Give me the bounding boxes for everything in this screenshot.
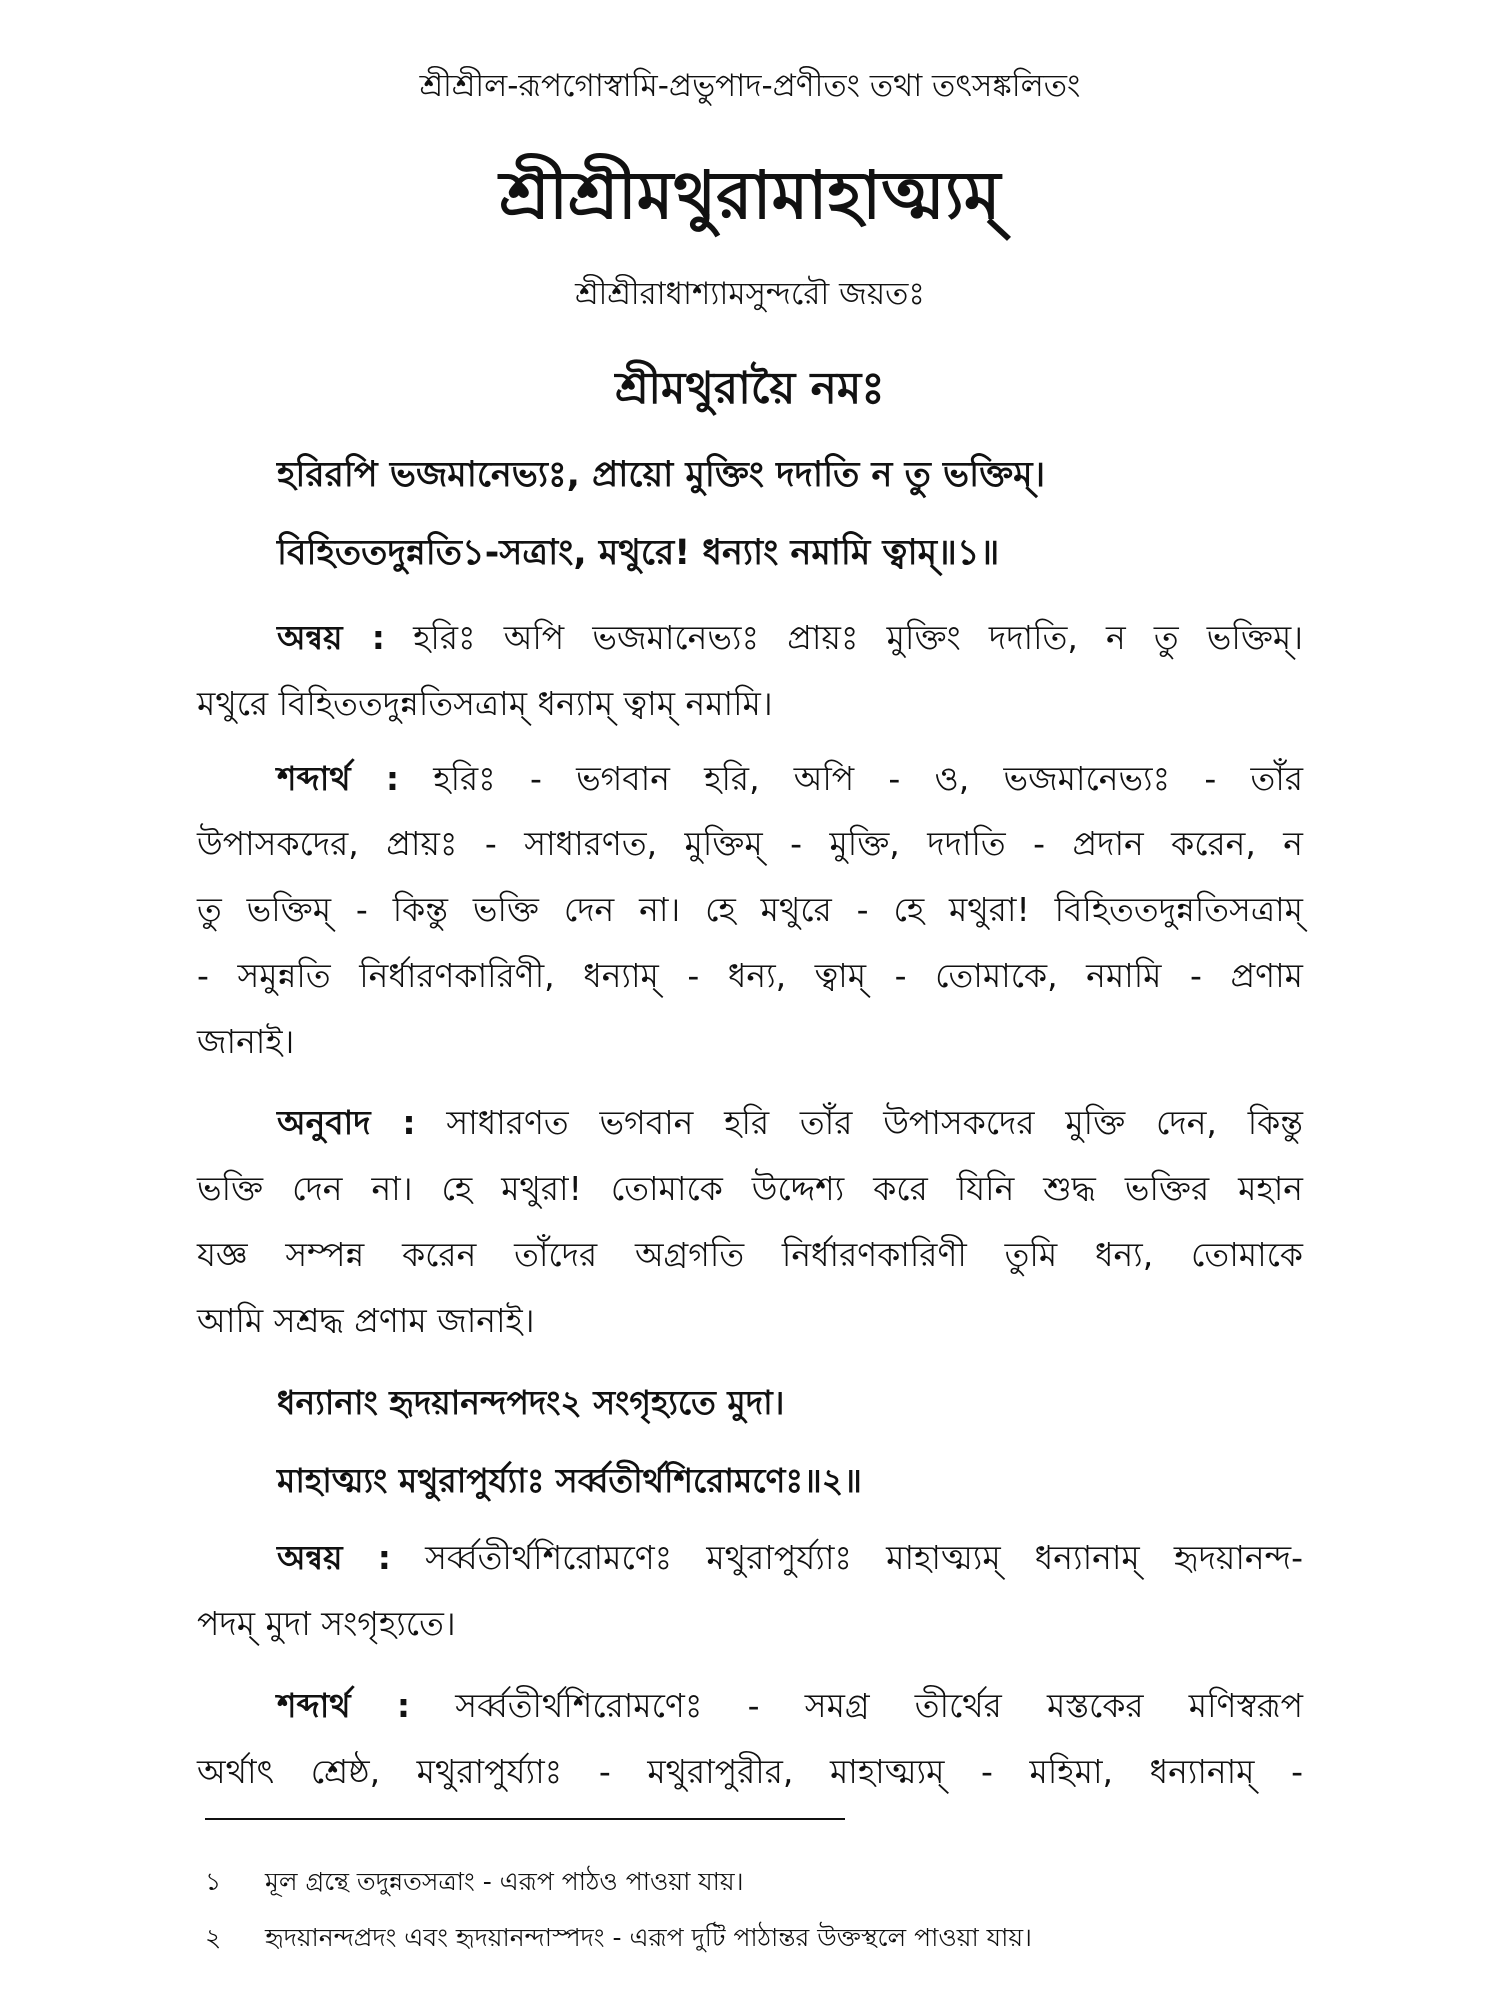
anvaya-text: সর্ব্বতীর্থশিরোমণেঃ মথুরাপুর্য্যাঃ মাহাত্ম্যম্ ধন্যানাম্ হৃদয়ানন্দ-: [425, 1538, 1304, 1577]
verse2-shabdartha-line1: [277, 1680, 1303, 1736]
verse1-anubad-line2: ভক্তি দেন না। হে মথুরা! তোমাকে উদ্দেশ্য করে যিনি শুদ্ধ ভক্তির মহান: [197, 1169, 1303, 1208]
verse1-shabdartha-line3: তু ভক্তিম্ - কিন্তু ভক্তি দেন না। হে মথুরে - হে মথুরা! বিহিততদুন্নতিসত্রাম্: [197, 890, 1303, 929]
verse1-anvaya-line2: মথুরে বিহিততদুন্নতিসত্রাম্ ধন্যাম্ ত্বাম্ নমামি।: [197, 684, 773, 723]
verse1-line2: বিহিততদুন্নতি১-সত্রাং, মথুরে! ধন্যাং নমামি ত্বাম্॥১॥: [277, 533, 1000, 573]
verse1-anvaya-line1: [277, 612, 1303, 668]
shabdartha-label: শব্দার্থ :: [277, 1686, 411, 1725]
page-title: শ্রীশ্রীমথুরামাহাত্ম্যম্: [499, 157, 1001, 234]
footnote-1: [205, 1862, 744, 1905]
footnote-text: হৃদয়ানন্দপ্রদং এবং হৃদয়ানন্দাস্পদং - এরূপ দুটি পাঠান্তর উক্তস্থলে পাওয়া যায়।: [265, 1923, 1032, 1952]
anvaya-label: অন্বয় :: [277, 618, 385, 657]
attribution-line: শ্রীশ্রীল-রূপগোস্বামি-প্রভুপাদ-প্রণীতং তথা তৎসঙ্কলিতং: [419, 68, 1081, 104]
footnote-number: ২: [205, 1923, 222, 1952]
verse2-anvaya-line2: পদম্ মুদা সংগৃহ্যতে।: [197, 1604, 456, 1643]
footnote-text: মূল গ্রন্থে তদুন্নতসত্রাং - এরূপ পাঠও পাওয়া যায়।: [265, 1867, 744, 1896]
footnote-number: ১: [205, 1867, 222, 1896]
footnote-divider: [205, 1818, 845, 1820]
verse2-shabdartha-line2: অর্থাৎ শ্রেষ্ঠ, মথুরাপুর্য্যাঃ - মথুরাপুরীর, মাহাত্ম্যম্ - মহিমা, ধন্যানাম্ -: [197, 1752, 1303, 1791]
invocation-line: শ্রীশ্রীরাধাশ্যামসুন্দরৌ জয়তঃ: [575, 276, 925, 312]
anvaya-text: হরিঃ অপি ভজমানেভ্যঃ প্রায়ঃ মুক্তিং দদাতি, ন তু ভক্তিম্।: [413, 618, 1304, 657]
verse1-shabdartha-line2: উপাসকদের, প্রায়ঃ - সাধারণত, মুক্তিম্ - মুক্তি, দদাতি - প্রদান করেন, ন: [197, 824, 1303, 863]
verse1-shabdartha-line1: [277, 753, 1303, 809]
verse1-line1: হরিরপি ভজমানেভ্যঃ, প্রায়ো মুক্তিং দদাতি ন তু ভক্তিম্।: [277, 455, 1046, 495]
anubad-label: অনুবাদ :: [277, 1103, 416, 1142]
verse2-line1: ধন্যানাং হৃদয়ানন্দপদং২ সংগৃহ্যতে মুদা।: [277, 1383, 785, 1422]
anvaya-label: অন্বয় :: [277, 1538, 391, 1577]
shabdartha-text: হরিঃ - ভগবান হরি, অপি - ও, ভজমানেভ্যঃ - তাঁর: [433, 759, 1303, 798]
verse1-anubad-line3: যজ্ঞ সম্পন্ন করেন তাঁদের অগ্রগতি নির্ধারণকারিণী তুমি ধন্য, তোমাকে: [197, 1235, 1303, 1274]
shabdartha-label: শব্দার্থ :: [277, 759, 400, 798]
salutation-heading: শ্রীমথুরায়ৈ নমঃ: [615, 363, 885, 414]
verse1-shabdartha-line5: জানাই।: [197, 1022, 295, 1061]
verse2-anvaya-line1: [277, 1532, 1303, 1588]
verse1-shabdartha-line4: - সমুন্নতি নির্ধারণকারিণী, ধন্যাম্ - ধন্য, ত্বাম্ - তোমাকে, নমামি - প্রণাম: [197, 956, 1303, 995]
footnote-2: [205, 1918, 1032, 1961]
verse1-anubad-line4: আমি সশ্রদ্ধ প্রণাম জানাই।: [197, 1301, 535, 1340]
verse2-line2: মাহাত্ম্যং মথুরাপুর্য্যাঃ সর্ব্বতীর্থশিরোমণেঃ॥২॥: [277, 1461, 862, 1500]
anubad-text: সাধারণত ভগবান হরি তাঁর উপাসকদের মুক্তি দেন, কিন্তু: [446, 1103, 1303, 1142]
verse1-anubad-line1: [277, 1097, 1303, 1153]
shabdartha-text: সর্ব্বতীর্থশিরোমণেঃ - সমগ্র তীর্থের মস্তকের মণিস্বরূপ: [455, 1686, 1303, 1725]
